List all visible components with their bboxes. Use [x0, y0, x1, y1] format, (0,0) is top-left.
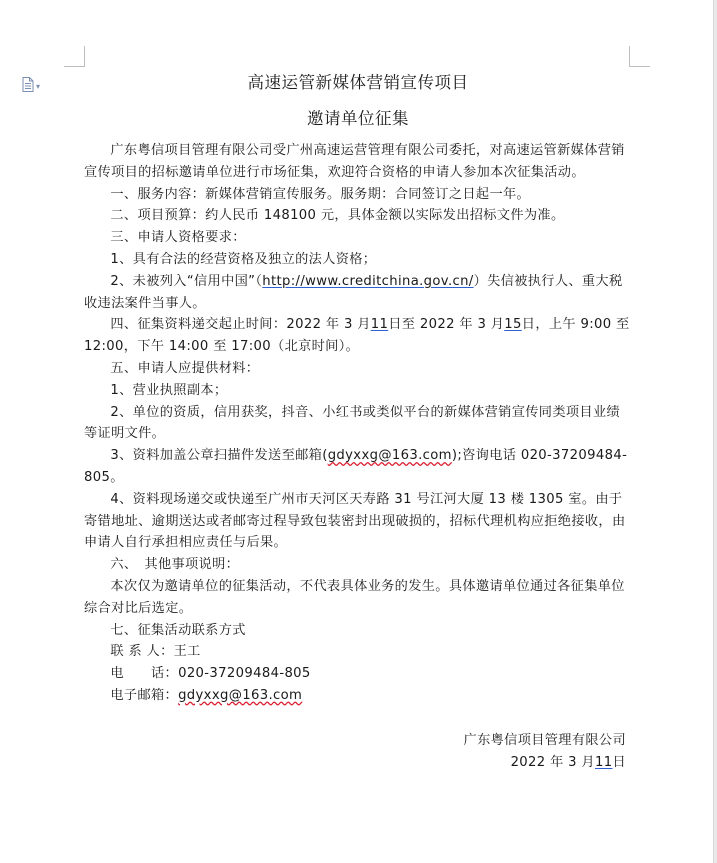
- contact-email: [84, 685, 632, 707]
- section-service: 一、服务内容：新媒体营销宣传服务。服务期：合同签订之日起一年。: [110, 186, 531, 202]
- margin-marker-top-right: [629, 46, 630, 67]
- materials-item-4: 4、资料现场递交或快递至广州市天河区天寿路 31 号江河大厦 13 楼 1305 室。由于寄错地址、逾期送达或者邮寄过程导致包装密封出现破损的，招标代理机构应拒绝接收，由申请人自行承担相应责任与后果。: [84, 491, 626, 551]
- submission-time-text-b: 日至 2022 年 3 月: [388, 317, 505, 333]
- materials-item-3: [84, 445, 632, 489]
- materials-item-3-text-b: );咨询电话 020-37209484-805。: [84, 448, 628, 485]
- signature-company: 广东粤信项目管理有限公司: [463, 732, 626, 748]
- signature-date-prefix: 2022 年 3 月: [510, 754, 595, 770]
- chevron-down-icon: ▾: [36, 82, 41, 91]
- other-text: 本次仅为邀请单位的征集活动，不代表具体业务的发生。具体邀请单位通过各征集单位综合对比后选定。: [84, 578, 625, 616]
- document-body: [84, 72, 632, 773]
- document-icon: [22, 77, 34, 96]
- contact-phone: 电 话：020-37209484-805: [110, 666, 311, 682]
- paragraph-options-button[interactable]: [22, 77, 40, 96]
- submission-email[interactable]: gdyxxg@163.com: [327, 448, 452, 464]
- submission-time-text-c: 日，上午 9:00 至 12:00，下午 14:00 至 17:00（北京时间）。: [84, 317, 630, 355]
- intro-paragraph: 广东粤信项目管理有限公司受广州高速运营管理有限公司委托，对高速运管新媒体营销宣传项目的招标邀请单位进行市场征集，欢迎符合资格的申请人参加本次征集活动。: [84, 143, 625, 180]
- document-title: 高速运管新媒体营销宣传项目: [247, 73, 469, 92]
- section-other: 六、 其他事项说明：: [110, 557, 240, 573]
- section-submission-time: [84, 314, 632, 358]
- section-materials: 五、申请人应提供材料：: [110, 360, 260, 376]
- materials-item-3-text-a: 3、资料加盖公章扫描件发送至邮箱(: [110, 448, 328, 464]
- margin-marker-top-right-h: [629, 66, 650, 67]
- qualification-item-2-text-b: ）失信被执行人、重大税收违法案件当事人。: [84, 273, 623, 311]
- section-contact: 七、征集活动联系方式: [110, 622, 246, 638]
- materials-item-2: 2、单位的资质，信用获奖，抖音、小红书或类似平台的新媒体营销宣传同类项目业绩等证明文件。: [84, 404, 621, 442]
- contact-email-label: 电子邮箱：: [110, 687, 179, 703]
- section-budget: 二、项目预算：约人民币 148100 元，具体金额以实际发出招标文件为准。: [110, 208, 565, 224]
- materials-item-1: 1、营业执照副本；: [110, 382, 228, 398]
- qualification-item-2-text-a: 2、未被列入“信用中国”（: [110, 273, 263, 289]
- qualification-item-1: 1、具有合法的经营资格及独立的法人资格；: [110, 251, 377, 267]
- start-day: 11: [370, 317, 389, 333]
- section-qualification: 三、申请人资格要求：: [110, 230, 246, 246]
- margin-marker-top-left-h: [64, 66, 85, 67]
- document-subtitle: 邀请单位征集: [307, 109, 409, 128]
- creditchina-link[interactable]: http://www.creditchina.gov.cn/: [262, 273, 474, 289]
- window-edge: [713, 0, 717, 863]
- margin-marker-top-left: [84, 46, 85, 67]
- signature-date-day: 11: [594, 754, 613, 770]
- contact-person: 联 系 人：王工: [110, 644, 201, 660]
- end-day: 15: [504, 317, 522, 333]
- contact-email-address[interactable]: gdyxxg@163.com: [178, 687, 303, 703]
- qualification-item-2: [84, 271, 632, 315]
- signature-date: [84, 752, 632, 774]
- submission-time-text-a: 四、征集资料递交起止时间：2022 年 3 月: [110, 317, 371, 333]
- signature-date-suffix: 日: [612, 754, 626, 770]
